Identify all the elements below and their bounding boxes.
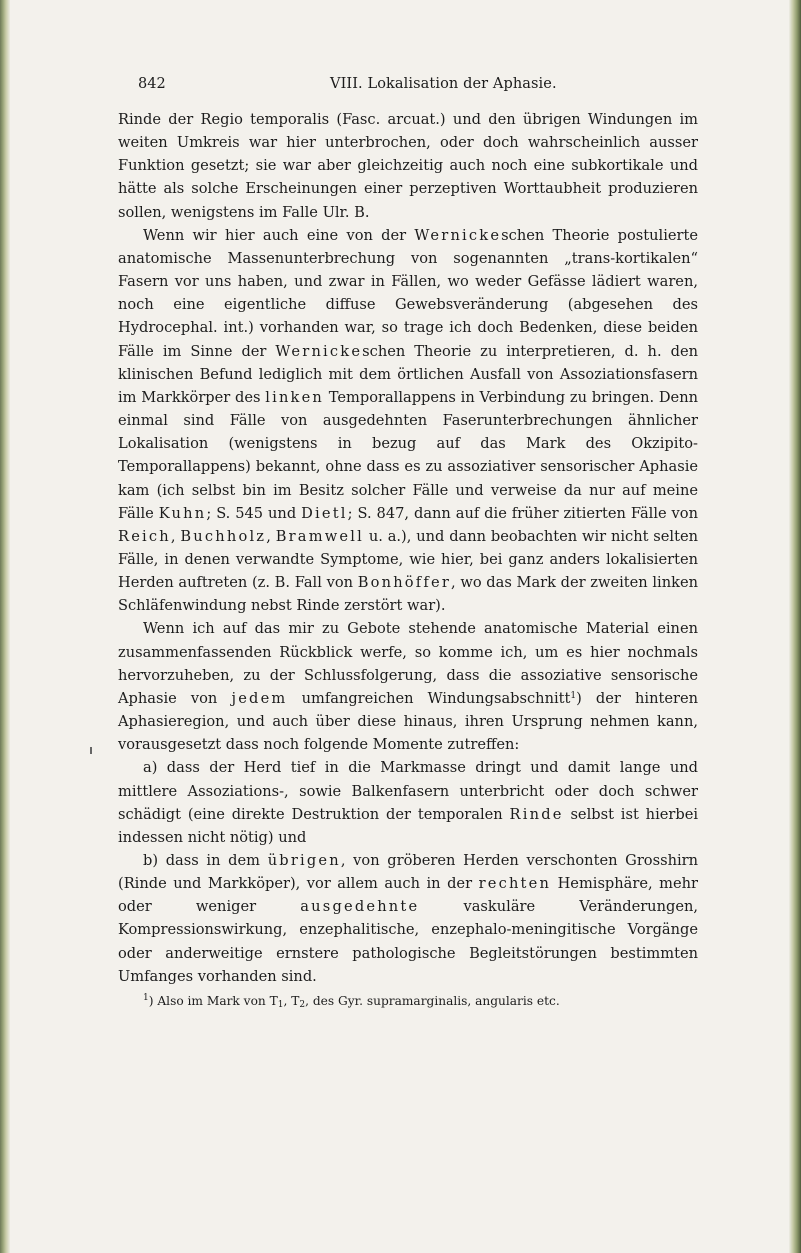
emphasis: Rinde (509, 805, 564, 823)
author-name: Dietl (301, 504, 348, 522)
text-run: , (170, 527, 181, 545)
footnote-marker: 1 (143, 992, 149, 1003)
scan-edge-left (0, 0, 10, 1253)
text-run: b) dass in dem (143, 852, 268, 869)
page-number: 842 (138, 76, 166, 92)
text-run: Hemisphäre, mehr oder weniger (118, 875, 698, 916)
subscript: 2 (299, 999, 306, 1010)
text-run: ) der hinteren Aphasieregion, und auch über diese hinaus, ihren Ursprung nehmen kann, vorausgesetzt dass noch folgende Momente zutreffen: (118, 689, 698, 754)
paragraph-4 (118, 756, 698, 849)
paragraph-1 (118, 108, 698, 224)
paragraph-3 (118, 617, 698, 756)
text-run: Wenn wir hier auch eine von der (143, 226, 415, 244)
text-run: , (266, 527, 276, 545)
author-name: Reich (118, 527, 171, 545)
margin-mark (90, 747, 92, 754)
emphasis: übrigen (267, 852, 341, 869)
subscript: 1 (277, 999, 284, 1010)
paragraph-2 (118, 224, 698, 618)
emphasis: rechten (478, 875, 552, 893)
emphasis: jedem (231, 689, 288, 707)
text-run: a) dass der Herd tief in die Markmasse dringt und damit lange und mittlere Assoziations-, sowie Balkenfasern unterbricht oder doch schwer schädigt (eine direkte Destruktion der temporalen (118, 759, 698, 823)
text-run: , wo das Mark der zweiten linken Schläfenwindung nebst Rinde zerstört war). (118, 574, 698, 615)
author-name: Buchholz (180, 527, 267, 545)
text-run: Temporallappens in Verbindung zu bringen. Denn einmal sind Fälle von ausgedehnten Faserunterbrechungen ähnlicher Lokalisation (wenigstens in bezug auf das Mark des Okzipito-Temporallappens) bekannt, ohne dass es zu assoziativer sensorischer Aphasie kam (ich selbst bin im Besitz solcher Fälle und verweise da nur auf meine Fälle (118, 388, 698, 522)
paragraph-1-text: Rinde der Regio temporalis (Fasc. arcuat.) und den übrigen Windungen im weiten Umkreis war hier unterbrochen, oder doch wahrscheinlich ausser Funktion gesetzt; sie war aber gleichzeitig auch noch eine subkortikale und hätte als solche Erscheinungen einer perzeptiven Worttaubheit produzieren sollen, wenigstens im Falle Ulr. B. (118, 111, 698, 221)
scan-edge-right (789, 0, 801, 1253)
text-run: schen Theorie zu interpretieren, d. h. den klinischen Befund lediglich mit dem örtlichen Ausfall von Assoziationsfasern im Markkörper des (118, 342, 698, 406)
text-run: vaskuläre Veränderungen, Kompressionswirkung, enzephalitische, enzephalo-meningitische Vorgänge oder anderweitige ernstere pathologische Begleitstörungen bestimmten Umfanges vorhanden sind. (118, 898, 698, 985)
author-name: Wernicke (414, 226, 502, 244)
text-run: schen Theorie postulierte anatomische Massenunterbrechung von sogenannten „trans-kortikalen“ Fasern vor uns haben, und zwar in Fällen, wo weder Gefässe lädiert waren, noch eine eigentliche diffuse Gewebsveränderung (abgesehen des Hydrocephal. int.) vorhanden war, so trage ich doch Bedenken, diese beiden Fälle im Sinne der (118, 226, 698, 360)
running-head: VIII. Lokalisation der Aphasie. (330, 76, 557, 92)
text-run: ; S. 545 und (206, 504, 302, 522)
text-run: Wenn ich auf das mir zu Gebote stehende anatomische Material einen zusammenfassenden Rückblick werfe, so komme ich, um es hier nochmals hervorzuheben, zu der Schlussfolgerung, dass die assoziative sensorische Aphasie von (118, 620, 698, 707)
emphasis: ausgedehnte (300, 898, 420, 916)
footnote-reference: 1 (570, 690, 577, 701)
author-name: Bramwell (275, 527, 364, 545)
text-run: selbst ist hierbei indessen nicht nötig) und (118, 805, 698, 846)
text-run: ; S. 847, dann auf die früher zitierten Fälle von (347, 504, 698, 522)
text-run: ) Also im Mark von T (148, 993, 278, 1008)
text-run: umfangreichen Windungsabschnitt (287, 689, 571, 707)
text-run: , von gröberen Herden verschonten Grosshirn (Rinde und Markköper), vor allem auch in der (118, 852, 699, 893)
text-run: u. a.), und dann beobachten wir nicht selten Fälle, in denen verwandte Symptome, wie hier, bei ganz anders lokalisierten Herden auftreten (z. B. Fall von (118, 527, 699, 592)
text-run: , des Gyr. supramarginalis, angularis etc. (305, 993, 560, 1008)
book-page (118, 70, 698, 1010)
author-name: Wernicke (275, 342, 363, 360)
author-name: Bonhöffer (357, 574, 452, 592)
page-header (118, 70, 698, 96)
text-run: , T (283, 993, 300, 1008)
author-name: Kuhn (158, 504, 207, 522)
footnote (118, 992, 698, 1010)
body-text (118, 108, 698, 988)
emphasis: linken (265, 388, 325, 406)
paragraph-5 (118, 849, 698, 988)
